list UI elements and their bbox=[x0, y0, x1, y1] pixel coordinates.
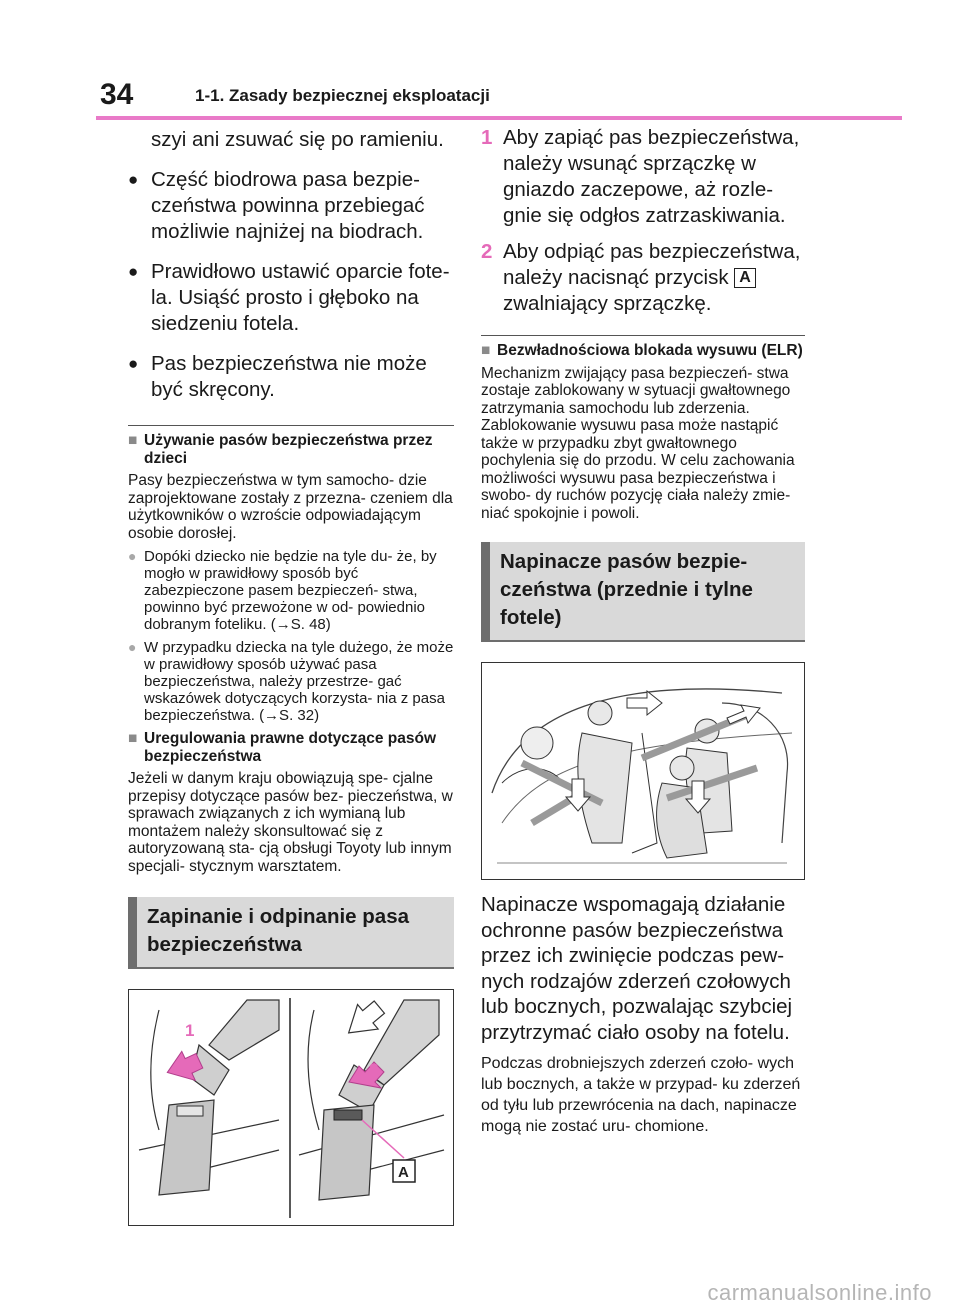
car-interior-drawing bbox=[482, 663, 803, 878]
subheading bbox=[481, 342, 805, 360]
page-number: 34 bbox=[100, 78, 134, 111]
legal-heading: Uregulowania prawne dotyczące pasów bezpieczeństwa bbox=[144, 730, 436, 765]
pretensioner-illustration bbox=[481, 662, 805, 880]
bullet-icon: ● bbox=[128, 354, 139, 373]
list-item bbox=[128, 351, 454, 403]
step-number: 1 bbox=[481, 126, 493, 149]
pretensioner-paragraph: Napinacze wspomagają działanie ochronne pasów bezpieczeństwa przez ich zwinięcie podczas pew- nych rodzajów zderzeń czołowych lub bocznych, pozwalając szybciej przytrzymać ciało osoby na fotelu. bbox=[481, 893, 793, 1044]
bullet-text: Część biodrowa pasa bezpie- czeństwa powinna przebiegać możliwie najniżej na biodrach. bbox=[151, 168, 425, 243]
step-item bbox=[481, 125, 805, 229]
pretensioner-note: Podczas drobniejszych zderzeń czoło- wych lub bocznych, a także w przypad- ku zderzeń od tyłu lub przewrócenia na dach, napinacze mogą nie zostać uru- chomione. bbox=[481, 1055, 801, 1135]
left-column bbox=[128, 125, 454, 1226]
bullet-icon: ● bbox=[128, 548, 137, 564]
list-item bbox=[128, 548, 454, 633]
step-text-before: Aby odpiąć pas bezpieczeństwa, należy nacisnąć przycisk bbox=[503, 240, 801, 289]
subheading bbox=[128, 730, 454, 765]
bullet-text: W przypadku dziecka na tyle dużego, że może w prawidłowy sposób używać pasa bezpieczeństwa, należy przestrze- gać wskazówek dotyczących korzysta- nia z pasa bezpieczeństwa. (→S. 32) bbox=[144, 639, 454, 724]
right-column bbox=[481, 125, 805, 1137]
section-title: Zapinanie i odpinanie pasa bezpieczeństwa bbox=[147, 905, 409, 956]
list-item bbox=[128, 259, 454, 337]
buckle-illustration bbox=[128, 989, 454, 1226]
buckle-drawing bbox=[129, 990, 452, 1224]
section-divider bbox=[481, 335, 805, 336]
chapter-title: 1-1. Zasady bezpiecznej eksploatacji bbox=[195, 86, 490, 105]
list-item bbox=[128, 639, 454, 724]
elr-heading: Bezwładnościowa blokada wysuwu (ELR) bbox=[497, 342, 803, 359]
callout-a-label: A bbox=[398, 1164, 409, 1181]
continued-text: szyi ani zsuwać się po ramieniu. bbox=[151, 128, 444, 151]
bullet-icon: ● bbox=[128, 262, 139, 281]
legal-paragraph: Jeżeli w danym kraju obowiązują spe- cjalne przepisy dotyczące pasów bez- pieczeństwa, w sprawach związanych z ich wymianą lub montażem należy skonsultować się z autoryzowaną sta- cją obsługi Toyoty lub innym specjali- stycznym warsztatem. bbox=[128, 770, 453, 875]
elr-paragraph: Mechanizm zwijający pasa bezpieczeń- stwa zostaje zablokowany w sytuacji gwałtownego zatrzymania samochodu lub zderzenia. Zablokowanie wysuwu pasa może nastąpić także w przypadku zbyt gwałtownego pochylenia się do przodu. W celu zachowania możliwości wysuwu pasa bezpieczeństwa i swobo- dy ruchów pozycję ciała należy zmie- niać spokojnie i powoli. bbox=[481, 364, 795, 522]
header-divider bbox=[96, 116, 902, 120]
watermark: carmanualsonline.info bbox=[707, 1280, 932, 1305]
section-title: Napinacze pasów bezpie- czeństwa (przednie i tylne fotele) bbox=[500, 550, 753, 629]
square-bullet-icon: ■ bbox=[481, 342, 491, 359]
step-2-label: 2 bbox=[369, 1060, 379, 1079]
section-title-box bbox=[481, 542, 805, 642]
square-bullet-icon: ■ bbox=[128, 730, 138, 747]
step-text: Aby zapiąć pas bezpieczeństwa, należy wsunąć sprzączkę w gniazdo zaczepowe, aż rozle- gnie się odgłos zatrzaskiwania. bbox=[503, 126, 800, 227]
bullet-text: Pas bezpieczeństwa nie może być skręcony. bbox=[151, 352, 427, 401]
callout-a-badge: A bbox=[734, 268, 756, 288]
children-paragraph: Pasy bezpieczeństwa w tym samocho- dzie zaprojektowane zostały z przezna- czeniem dla użytkowników o wzroście odpowiadającym osobie dorosłej. bbox=[128, 472, 453, 542]
section-title-box bbox=[128, 897, 454, 969]
step-text bbox=[503, 239, 805, 317]
section-divider bbox=[128, 425, 454, 426]
bullet-text: Prawidłowo ustawić oparcie fote- la. Usiąść prosto i głęboko na siedzeniu fotela. bbox=[151, 260, 450, 335]
list-item bbox=[128, 167, 454, 245]
step-1-label: 1 bbox=[185, 1021, 195, 1040]
bullet-icon: ● bbox=[128, 170, 139, 189]
bullet-text: Dopóki dziecko nie będzie na tyle du- że, by mogło w prawidłowy sposób być zabezpieczone pasem bezpieczeń- stwa, powinno być przewożone w od- powiednio dobranym foteliku. (→S. 48) bbox=[144, 548, 437, 633]
children-heading: Używanie pasów bezpieczeństwa przez dzieci bbox=[144, 432, 433, 467]
step-item bbox=[481, 239, 805, 317]
step-text-after: zwalniający sprzączkę. bbox=[503, 292, 712, 315]
bullet-icon: ● bbox=[128, 639, 137, 655]
step-number: 2 bbox=[481, 240, 493, 263]
square-bullet-icon: ■ bbox=[128, 432, 138, 449]
subheading bbox=[128, 432, 454, 467]
